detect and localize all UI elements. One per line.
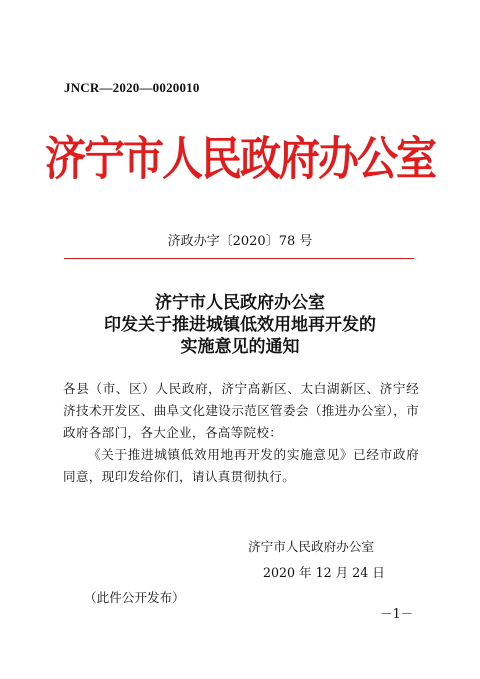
signature-date: 2020 年 12 月 24 日 — [263, 565, 385, 580]
page-number: －1－ — [380, 606, 414, 621]
document-number: 济政办字〔2020〕78 号 — [167, 234, 313, 249]
recipients-paragraph: 各县（市、区）人民政府，济宁高新区、太白湖新区、济宁经济技术开发区、曲阜文化建设示范区管委会（推进办公室），市政府各部门，各大企业，各高等院校： — [63, 381, 419, 440]
title-line: 实施意见的通知 — [180, 337, 300, 357]
document-code: JNCR—2020—0020010 — [64, 80, 200, 95]
document-body — [63, 378, 419, 488]
title-line: 济宁市人民政府办公室 — [155, 293, 325, 313]
signature-organization: 济宁市人民政府办公室 — [248, 539, 374, 554]
red-divider — [64, 258, 414, 259]
title-line: 印发关于推进城镇低效用地再开发的 — [104, 315, 376, 335]
public-release-note: （此件公开发布） — [84, 590, 185, 605]
masthead: 济宁市人民政府办公室 — [45, 131, 435, 186]
document-title — [0, 292, 480, 358]
notice-paragraph: 《关于推进城镇低效用地再开发的实施意见》已经市政府同意，现印发给你们，请认真贯彻执行。 — [63, 447, 419, 484]
